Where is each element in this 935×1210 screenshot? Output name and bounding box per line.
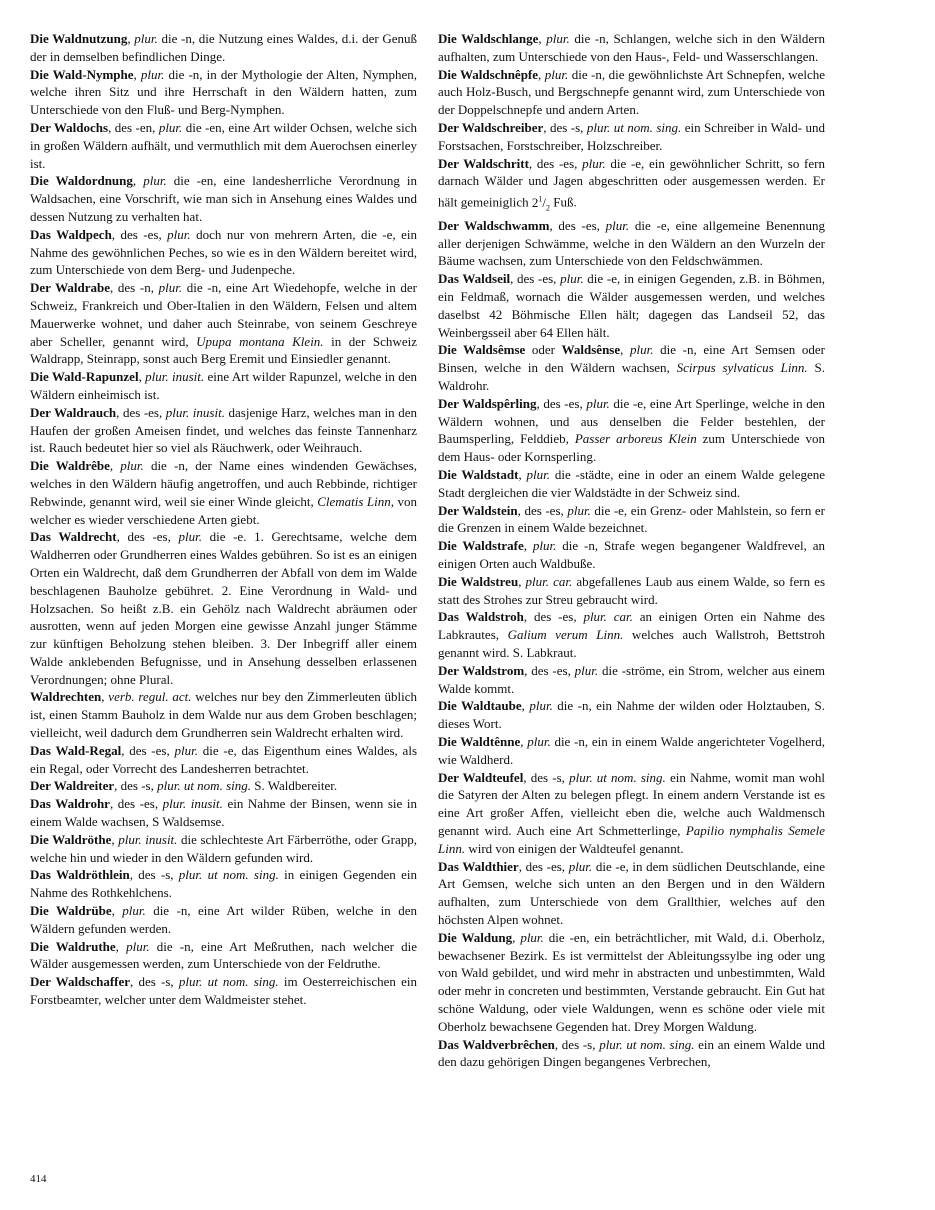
dictionary-entry (30, 777, 417, 795)
italic-term: plur. (574, 662, 599, 678)
definition-text: die -e, das Eigenthum eines Waldes, als ein Regal, oder Vorrecht des Landesherren betrachtet. (30, 742, 418, 776)
dictionary-entry (438, 395, 825, 466)
headword: Der Waldschaffer (30, 974, 131, 990)
headword: Das Waldthier (438, 858, 519, 874)
definition-text: die -e, ein Grenz- oder Mahlstein, so fern er die Grenzen in einem Walde bezeichnet. (438, 502, 825, 536)
definition-text: in einigen Gegenden ein Nahme des Rothkehlchens. (30, 867, 417, 901)
italic-term: plur. (167, 226, 191, 242)
definition-text: ein Nahme der Binsen, wenn sie in einem Walde wachsen, S Waldsemse. (30, 796, 417, 830)
headword: Waldrechten (30, 689, 102, 705)
dictionary-entry (438, 573, 825, 609)
headword: Der Waldstrom (438, 662, 525, 678)
headword: Die Waldstadt (438, 467, 519, 483)
dictionary-entry (438, 217, 825, 270)
definition-text: , (521, 698, 530, 714)
headword: Der Waldschritt (438, 155, 529, 171)
fraction: $2^1/_2$ (531, 194, 550, 213)
italic-term: plur. (120, 458, 144, 474)
definition-text: , des -es, (116, 529, 179, 545)
headword: Die Waldordnung (30, 173, 133, 189)
dictionary-entry (438, 1036, 825, 1072)
italic-term: plur. (560, 271, 584, 287)
definition-text: , (518, 573, 526, 589)
dictionary-entry (30, 973, 417, 1009)
italic-term: Papilio nymphalis Semele Linn. (438, 822, 825, 856)
headword: Das Wald-Regal (30, 742, 122, 758)
dictionary-entry (30, 795, 417, 831)
italic-term: plur. (605, 217, 630, 233)
definition-text: , (132, 173, 144, 189)
definition-text: , des -s, (130, 974, 179, 990)
italic-term: plur. inusit. (162, 796, 223, 812)
headword: Die Waldschlange (438, 31, 539, 46)
italic-term: plur. (582, 155, 606, 171)
dictionary-entry (438, 119, 825, 155)
dictionary-entry (438, 466, 825, 502)
definition-text: die -e. 1. Gerechtsame, welche dem Waldherren oder Grundherren eines Waldes gebühren. So ist es an einigen Orten ein Waldrecht, daß dem Grundherren der Abfall von dem im Walde beschlagenen Bauholze gebühret. 2. Eine Verordnung in Wald- und Holzsachen. So heißt z.B. ein Gehölz nach Waldrecht abräumen oder ausrotten, wenn auf jeden Morgen eine gewisse Anzahl junger Stämme zur künftigen Beholzung stehen bleiben. 3. Der Inbegriff aller einem Walde anklebenden Befugnisse, und in Ansehung desselben erlassenen Verordnungen; ohne Plural. (30, 529, 417, 687)
definition-text: dasjenige Harz, welches man in den Haufen der großen Ameisen findet, und welches das feinste Tannenharz ist. Rauch bedeutet hier so viel als Räuchwerk, oder Weihrauch. (30, 404, 417, 456)
italic-term: plur. (140, 66, 165, 82)
italic-term: plur. ut nom. sing. (178, 974, 279, 990)
dictionary-entry (438, 30, 825, 66)
definition-text: , (133, 66, 141, 82)
dictionary-entry (438, 929, 825, 1036)
dictionary-entry (30, 688, 417, 741)
italic-term: plur. (122, 903, 146, 919)
italic-term: plur. (586, 395, 610, 411)
headword: Die Waldstreu (438, 573, 519, 589)
dictionary-entry (30, 368, 417, 404)
definition-text: im Oesterreichischen ein Forstbeamter, welcher unter dem Waldmeister stehet. (30, 974, 417, 1008)
dictionary-entry (438, 537, 825, 573)
headword: Der Waldstein (438, 502, 518, 518)
definition-text: die -n, der Name eines windenden Gewächses, welches in den Wäldern häufig angetroffen, und auch Rebbinde, richtiger Rebwinde, genannt wird, weil sie einer Winde gleicht, (30, 458, 418, 509)
dictionary-entry (30, 902, 417, 938)
definition-text: die -en, ein beträchtlicher, mit Wald, d.i. Oberholz, bewachsener Bezirk. Es ist vermittelst der Ableitungssylbe ing oder ung von Wald gebildet, und wird mehr in abstracten und unbestimmten, Wald oder mehr in concreten und bestimmten, Verstande gebraucht. Ein Gut hat schöne Waldung, oder viele Waldungen, wenn es schöne oder viele mit Oberholz bewachsene Gegenden hat. Drey Morgen Waldung. (438, 929, 825, 1034)
definition-text: die -städte, eine in oder an einem Walde gelegene Stadt dergleichen die vier Waldstädte in der Schweiz sind. (438, 467, 825, 500)
italic-term: plur. inusit. (165, 404, 225, 420)
definition-text: , (111, 903, 123, 919)
headword: Die Waldstrafe (438, 538, 524, 554)
italic-term: plur. ut nom. sing. (157, 778, 251, 794)
definition-text: zum Unterschiede von dem Haus- oder Kornsperling. (438, 431, 825, 465)
definition-text: , (109, 458, 121, 474)
definition-text: die -e, eine allgemeine Benennung aller derjenigen Schwämme, welche in den Wäldern an den Wurzeln der Bäume wachsen, zum Unterschiede von den Feldschwämmen. (438, 217, 825, 269)
italic-term: plur. inusit. (118, 831, 178, 847)
definition-text: die -en, eine landesherrliche Verordnung in Waldsachen, eine Vorschrift, wie man sich in Ansehung eines Waldes und dessen Nutzung zu verhalten hat. (30, 173, 417, 224)
italic-term: plur. ut nom. sing. (569, 769, 666, 785)
italic-term: plur. car. (583, 609, 633, 625)
definition-text: , (115, 938, 127, 954)
definition-text: die -e, in dem südlichen Deutschlande, eine Art Gemsen, welche sich unten an den Bergen und in den Wäldern aufhalten, zum Unterschiede von dem Grallthier, welches auf den höchsten Alpen wohnet. (438, 858, 825, 927)
italic-term: plur. (529, 698, 553, 714)
definition-text: die -e, ein gewöhnlicher Schritt, so fern darnach Wälder und Jagen abgeschritten oder ausgemessen werden. Er hält gemeiniglich (438, 155, 825, 210)
headword: Das Waldrecht (30, 529, 117, 545)
definition-text: die -n, eine Art Wiedehopfe, welche in der Schweiz, Frankreich und Ober-Italien in den Wäldern, Felsen und altem Mauerwerke wohnet, und daher auch Steinrabe, von seinem Geschreye aber Scheller, genannt wird, (30, 280, 417, 349)
definition-text: , des -n, (110, 280, 159, 296)
definition-text: S. Waldbereiter. (251, 778, 338, 794)
definition-text: , (620, 342, 631, 358)
headword: Die Waldrübe (30, 903, 112, 919)
headword: Die Wald-Rapunzel (30, 369, 139, 385)
definition-text: oder (525, 342, 562, 358)
italic-term: plur. (158, 280, 183, 296)
definition-text: die -n, ein Nahme der wilden oder Holztauben, S. dieses Wort. (438, 698, 826, 732)
dictionary-entry (438, 270, 825, 341)
definition-text: die schlechteste Art Färberröthe, oder Grapp, welche hin und wieder in den Wäldern gefunden wird. (30, 831, 417, 865)
headword: Der Waldteufel (438, 769, 524, 785)
headword: Der Waldrabe (30, 280, 110, 296)
definition-text: Fuß. (550, 194, 577, 210)
dictionary-entry (30, 938, 417, 974)
definition-text: die -n, eine Art wilder Rüben, welche in den Wäldern gefunden werden. (30, 903, 417, 936)
definition-text: , des -es, (116, 404, 166, 420)
definition-text: die -en, eine Art wilder Ochsen, welche sich in großen Wäldern aufhält, und vermuthlich mit dem Auerochsen einerley ist. (30, 119, 417, 171)
definition-text: , (111, 831, 119, 847)
italic-term: plur. (158, 119, 183, 135)
dictionary-entry (30, 66, 417, 119)
definition-text: , des -es, (111, 226, 168, 242)
italic-term: plur. (567, 502, 591, 518)
definition-text: ein an einem Walde und den dazu gehörigen Dingen begangenes Verbrechen, (438, 1036, 826, 1070)
headword: Die Waldschnêpfe (438, 66, 539, 82)
dictionary-entry (438, 502, 825, 538)
definition-text: , (101, 689, 109, 705)
definition-text: , des -s, (543, 119, 587, 135)
definition-text: , des -es, (536, 395, 587, 411)
definition-text: , des -s, (114, 778, 158, 794)
headword: Die Waldtênne (438, 734, 521, 749)
dictionary-entry (438, 662, 825, 698)
headword: Die Waldsêmse (438, 342, 526, 358)
headword: Das Waldröthlein (30, 867, 130, 883)
headword: Der Waldspêrling (438, 395, 537, 411)
definition-text: , (520, 734, 528, 749)
definition-text: , des -es, (109, 796, 163, 812)
dictionary-entry (438, 858, 825, 929)
definition-text: , (538, 31, 547, 46)
dictionary-entry (438, 769, 825, 858)
dictionary-entry (438, 341, 825, 394)
italic-term: plur. inusit. (145, 369, 205, 385)
dictionary-entry (438, 155, 825, 217)
definition-text: die -n, Strafe wegen begangener Waldfrevel, an einigen Orten auch Waldbuße. (438, 538, 826, 572)
italic-term: plur. ut nom. sing. (599, 1036, 695, 1052)
italic-term: plur. (143, 173, 167, 189)
italic-term: plur. (174, 742, 198, 758)
definition-text: , des -s, (554, 1036, 600, 1052)
dictionary-entry (30, 831, 417, 867)
dictionary-entry (30, 30, 417, 66)
dictionary-entry (30, 866, 417, 902)
italic-term: Upupa montana Klein. (196, 333, 324, 349)
definition-text: , des -es, (528, 155, 583, 171)
dictionary-entry (438, 697, 825, 733)
headword: Das Waldrohr (30, 796, 110, 812)
definition-text: S. Waldrohr. (438, 360, 826, 394)
dictionary-entry (30, 226, 417, 279)
definition-text: , (138, 369, 146, 385)
dictionary-entry (438, 733, 825, 769)
italic-term: plur. car. (525, 573, 573, 589)
definition-text: an einigen Orten ein Nahme des Labkrautes, (438, 609, 825, 643)
headword: Die Waldung (438, 929, 513, 945)
definition-text: abgefallenes Laub aus einem Walde, so fern es statt des Strohes zur Streu gebraucht wird. (438, 573, 826, 607)
headword: Das Waldverbrêchen (438, 1036, 555, 1052)
italic-term: plur. (527, 734, 551, 749)
italic-term: plur. (178, 529, 202, 545)
definition-text: , des -es, (517, 502, 568, 518)
dictionary-entry (30, 742, 417, 778)
dictionary-entry (30, 119, 417, 172)
headword: Die Waldruthe (30, 938, 116, 954)
headword: Das Waldstroh (438, 609, 524, 625)
italic-term: plur. ut nom. sing. (178, 867, 279, 883)
definition-text: , des -es, (121, 742, 175, 758)
definition-text: , (523, 538, 533, 554)
definition-text: , des -es, (518, 858, 569, 874)
headword: Der Waldreiter (30, 778, 115, 794)
definition-text: die -n, in der Mythologie der Alten, Nymphen, welche ihren Sitz und ihre Herrschaft in den Wäldern hatten, zum Unterschiede von den Fluß- und Berg-Nymphen. (30, 66, 418, 118)
definition-text: in der Schweiz Waldrapp, Steinrapp, sonst auch Berg Eremit und Einsiedler genannt. (30, 333, 417, 367)
definition-text: , (518, 467, 527, 483)
definition-text: die -ströme, ein Strom, welcher aus einem Walde kommt. (438, 662, 825, 696)
definition-text: , (127, 31, 135, 46)
headword: Waldsênse (561, 342, 621, 358)
dictionary-entry (30, 528, 417, 688)
italic-term: plur. ut nom. sing. (586, 119, 682, 135)
definition-text: , des -en, (108, 119, 159, 135)
italic-term: plur. (126, 938, 150, 954)
headword: Die Waldrêbe (30, 458, 110, 474)
definition-text: die -n, die Nutzung eines Waldes, d.i. der Genuß der in demselben befindlichen Dinge. (30, 31, 418, 64)
italic-term: plur. (544, 66, 569, 82)
definition-text: welches nur bey den Zimmerleuten üblich ist, einen Stamm Bauholz in dem Walde nur aus dem Groben beschlagen; vielleicht, weil dadurch dem Grundherren sein Waldrecht erhalten wird. (30, 689, 418, 741)
definition-text: wird von einigen der Waldteufel genannt. (465, 840, 684, 856)
definition-text: , des -s, (523, 769, 570, 785)
definition-text: , des -es, (510, 271, 561, 287)
dictionary-entry (30, 457, 417, 528)
italic-term: plur. (520, 929, 544, 945)
definition-text: ein Schreiber in Wald- und Forstsachen, Forstschreiber, Holzschreiber. (438, 119, 825, 153)
headword: Das Waldseil (438, 271, 511, 287)
definition-text: die -n, die gewöhnlichste Art Schnepfen, welche auch Holz-Busch, und Bergschnepfe genannt wird, zum Unterschiede von der Doppelschnepfe und andern Arten. (438, 66, 825, 118)
definition-text: eine Art wilder Rapunzel, welche in den Wäldern einheimisch ist. (30, 369, 418, 402)
definition-text: ein Nahme, womit man wohl die Satyren der Alten zu belegen pflegt. In einem andern Verstande ist es eine Art großer Affen, vielleicht eben die, welche auch Waldmensch genannt wird. Auch eine Art Schmetterlinge, (438, 769, 826, 838)
headword: Die Waldnutzung (30, 31, 128, 46)
headword: Der Waldschwamm (438, 217, 550, 233)
definition-text: , des -es, (549, 217, 606, 233)
definition-text: , des -s, (129, 867, 179, 883)
definition-text: , des -es, (523, 609, 584, 625)
italic-term: Clematis Linn, (317, 493, 395, 509)
italic-term: Scirpus sylvaticus Linn. (676, 360, 808, 376)
italic-term: plur. (568, 858, 593, 874)
definition-text: , (512, 929, 521, 945)
dictionary-entry (438, 66, 825, 119)
dictionary-entry (438, 608, 825, 661)
definition-text: doch nur von mehrern Arten, die -e, ein Nahme des gewöhnlichen Peches, so wie es in den Wäldern bereitet wird, zum Unterschiede von dem Berg- und Judenpeche. (30, 226, 417, 278)
definition-text: die -e, eine Art Sperlinge, welche in den Wäldern wohnen, und aus denselben die Felder bestehlen, der Baumsperling, Felddieb, (438, 395, 825, 447)
headword: Die Wald-Nymphe (30, 66, 134, 82)
italic-term: plur. (532, 538, 557, 554)
headword: Die Waldröthe (30, 831, 112, 847)
dictionary-entry (30, 172, 417, 225)
dictionary-entry (30, 279, 417, 368)
italic-term: plur. (546, 31, 570, 46)
definition-text: die -e, in einigen Gegenden, z.B. in Böhmen, ein Feldmaß, wornach die Wälder ausgemessen werden, und welches daselbst 42 Böhmische Ellen hält; dagegen das Landseil 52, das Weinbergsseil aber 64 Ellen hält. (438, 271, 825, 340)
headword: Das Waldpech (30, 226, 112, 242)
definition-text: die -n, eine Art Meßruthen, nach welcher die Wälder ausgemessen werden, zum Unterschiede von der Feldruthe. (30, 938, 418, 972)
definition-text: die -n, eine Art Semsen oder Binsen, welche in den Wäldern wachsen, (438, 342, 825, 376)
italic-term: Passer arboreus Klein (574, 431, 697, 447)
definition-text: welches auch Wallstroh, Bettstroh genannt wird. S. Labkraut. (438, 627, 825, 661)
headword: Der Waldrauch (30, 404, 117, 420)
italic-term: plur. (134, 31, 158, 46)
headword: Die Waldtaube (438, 698, 522, 714)
definition-text: , (538, 66, 545, 82)
headword: Der Waldschreiber (438, 119, 544, 135)
italic-term: plur. (526, 467, 551, 483)
page-number: 414 (30, 1173, 47, 1185)
headword: Der Waldochs (30, 119, 109, 135)
definition-text: , des -es, (524, 662, 575, 678)
definition-text: die -n, Schlangen, welche sich in den Wäldern aufhalten, zum Unterschiede von den Haus-, Feld- und Wasserschlangen. (438, 31, 825, 64)
italic-term: verb. regul. act. (108, 689, 192, 705)
dictionary-entry (30, 404, 417, 457)
left-column (30, 30, 417, 1009)
italic-term: Galium verum Linn. (507, 627, 624, 643)
right-column (438, 30, 825, 1071)
definition-text: von welcher es wieder verschiedene Arten giebt. (30, 493, 417, 527)
italic-term: plur. (630, 342, 654, 358)
definition-text: die -n, ein in einem Walde angerichteter Vogelherd, wie Waldherd. (438, 734, 825, 767)
